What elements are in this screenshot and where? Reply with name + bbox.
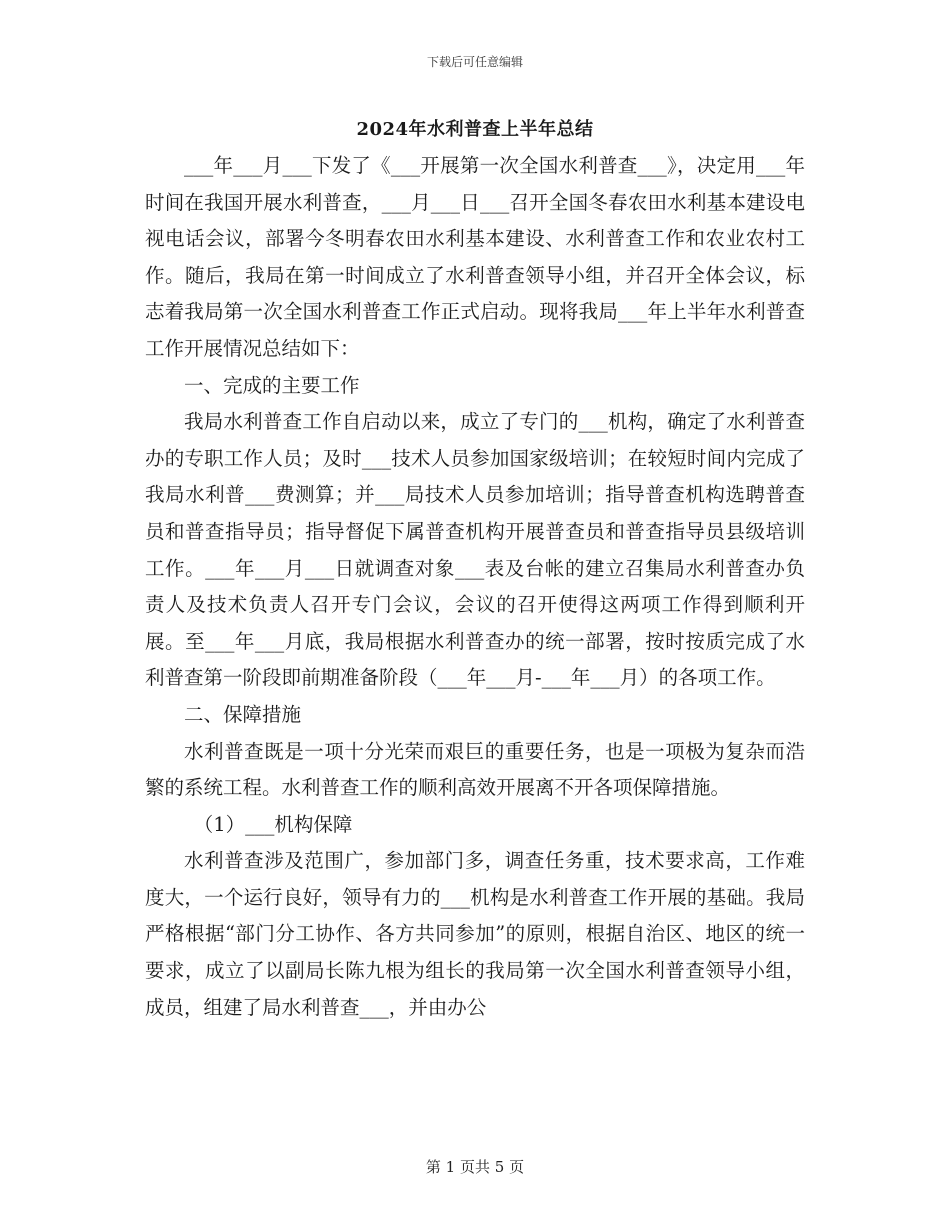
paragraph-intro: ___年___月___下发了《___开展第一次全国水利普查___》，决定用___年时间在我国开展水利普查，___月___日___召开全国冬春农田水利基本建设电视电话会议，部署今冬明春农田水利基本建设、水利普查工作和农业农村工作。随后，我局在第一时间成立了水利普查领导小组，并召开全体会议，标志着我局第一次全国水利普查工作正式启动。现将我局___年上半年水利普查工作开展情况总结如下： bbox=[145, 154, 805, 360]
section-heading-1: 一、完成的主要工作 bbox=[184, 373, 360, 397]
paragraph-org-guarantee: 水利普查涉及范围广，参加部门多，调查任务重，技术要求高，工作难度大，一个运行良好，领导有力的___机构是水利普查工作开展的基础。我局严格根据“部门分工协作、各方共同参加”的原则，根据自治区、地区的统一要求，成立了以副局长陈九根为组长的我局第一次全国水利普查领导小组，成员，组建了局水利普查___，并由办公 bbox=[145, 849, 805, 1019]
document-title: 2024年水利普查上半年总结 bbox=[356, 119, 594, 140]
header-note: 下载后可任意编辑 bbox=[426, 55, 523, 69]
paragraph-main-work: 我局水利普查工作自启动以来，成立了专门的___机构，确定了水利普查办的专职工作人员；及时___技术人员参加国家级培训；在较短时间内完成了我局水利普___费测算；并___局技术人员参加培训；指导普查机构选聘普查员和普查指导员；指导督促下属普查机构开展普查员和普查指导员县级培训工作。___年___月___日就调查对象___表及台帐的建立召集局水利普查办负责人及技术负责人召开专门会议，会议的召开使得这两项工作得到顺利开展。至___年___月底，我局根据水利普查办的统一部署，按时按质完成了水利普查第一阶段即前期准备阶段（___年___月-___年___月）的各项工作。 bbox=[145, 410, 805, 690]
subsection-heading-1: （1）___机构保障 bbox=[193, 812, 353, 836]
section-heading-2: 二、保障措施 bbox=[184, 702, 302, 726]
page-number: 第 1 页共 5 页 bbox=[425, 1158, 525, 1176]
paragraph-measures: 水利普查既是一项十分光荣而艰巨的重要任务，也是一项极为复杂而浩繁的系统工程。水利普查工作的顺利高效开展离不开各项保障措施。 bbox=[145, 739, 805, 800]
document-body bbox=[145, 148, 805, 1026]
